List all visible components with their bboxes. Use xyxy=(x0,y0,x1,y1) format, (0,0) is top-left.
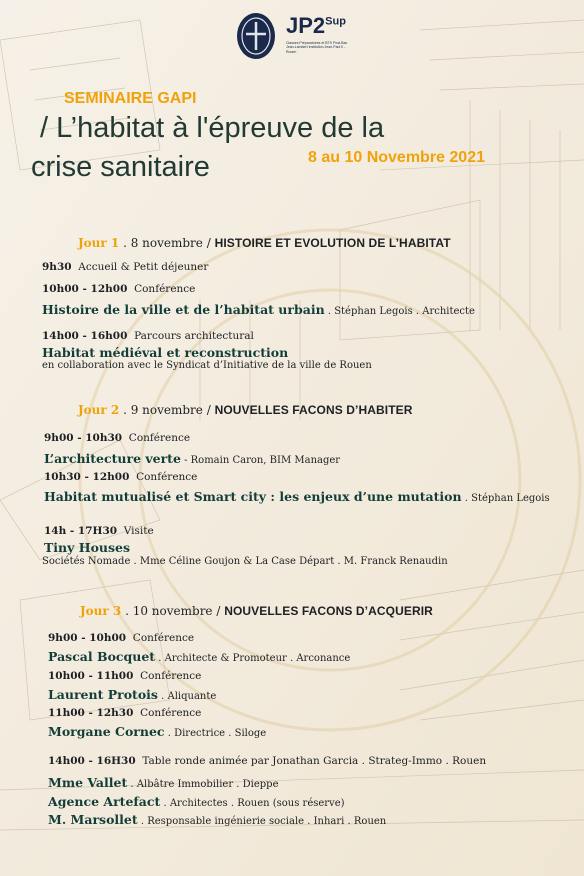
day-1-item-3-detail: en collaboration avec le Syndicat d’Initiative de la ville de Rouen xyxy=(42,360,372,371)
seal-icon xyxy=(236,12,276,60)
event-dates: 8 au 10 Novembre 2021 xyxy=(308,149,485,166)
day-3-item-2-time: 10h00 - 11h00 Conférence xyxy=(48,670,202,682)
day-2-heading: Jour 2 . 9 novembre / NOUVELLES FACONS D’HABITER xyxy=(78,403,413,417)
day-3-item-1-time: 9h00 - 10h00 Conférence xyxy=(48,632,195,644)
day-1-heading: Jour 1 . 8 novembre / HISTOIRE ET EVOLUTION DE L’HABITAT xyxy=(78,236,451,250)
day-3-item-3-title: Morgane Cornec . Directrice . Siloge xyxy=(48,724,267,739)
day-1-item-2-title: Histoire de la ville et de l’habitat urbain . Stéphan Legois . Architecte xyxy=(42,302,475,317)
panel-member-3: M. Marsollet . Responsable ingénierie sociale . Inhari . Rouen xyxy=(48,812,387,827)
logo-name: $JP2^{Sup}$ xyxy=(286,13,346,38)
day-1-item-3-title: Habitat médiéval et reconstruction xyxy=(42,345,289,360)
day-3-item-2-title: Laurent Protois . Aliquante xyxy=(48,687,217,702)
day-2-item-1-time: 9h00 - 10h30 Conférence xyxy=(44,432,191,444)
day-2-item-3-title: Tiny Houses xyxy=(44,540,131,555)
day-1-item-1: 9h30 Accueil & Petit déjeuner xyxy=(42,261,209,273)
day-1-item-3-time: 14h00 - 16h00 Parcours architectural xyxy=(42,330,254,342)
page-title-line1: / L’habitat à l'épreuve de la xyxy=(40,112,385,144)
seminar-kicker: SEMINAIRE GAPI xyxy=(64,90,197,107)
day-2-item-3-time: 14h - 17H30 Visite xyxy=(44,525,154,537)
logo-subtitle: Classes Préparatoires et BTS Post-Bac Jean-Lambert Institution Jean-Paul II - Rouen xyxy=(286,41,348,54)
panel-member-1: Mme Vallet . Albâtre Immobilier . Dieppe xyxy=(48,775,279,790)
day-3-item-3-time: 11h00 - 12h30 Conférence xyxy=(48,707,202,719)
day-3-item-4-time: 14h00 - 16H30 Table ronde animée par Jonathan Garcia . Strateg-Immo . Rouen xyxy=(48,755,487,767)
day-3-heading: Jour 3 . 10 novembre / NOUVELLES FACONS D’ACQUERIR xyxy=(80,604,433,618)
day-3-item-1-title: Pascal Bocquet . Architecte & Promoteur . Arconance xyxy=(48,649,351,664)
day-1-item-2-time: 10h00 - 12h00 Conférence xyxy=(42,283,196,295)
page-title-line2: crise sanitaire xyxy=(31,151,210,183)
day-2-item-1-title: L’architecture verte - Romain Caron, BIM Manager xyxy=(44,451,341,466)
day-2-item-3-detail: Sociétés Nomade . Mme Céline Goujon & La Case Départ . M. Franck Renaudin xyxy=(42,556,448,567)
panel-member-2: Agence Artefact . Architectes . Rouen (sous réserve) xyxy=(48,794,345,809)
day-2-item-2-title: Habitat mutualisé et Smart city : les enjeux d’une mutation . Stéphan Legois xyxy=(44,489,550,504)
day-2-item-2-time: 10h30 - 12h00 Conférence xyxy=(44,471,198,483)
